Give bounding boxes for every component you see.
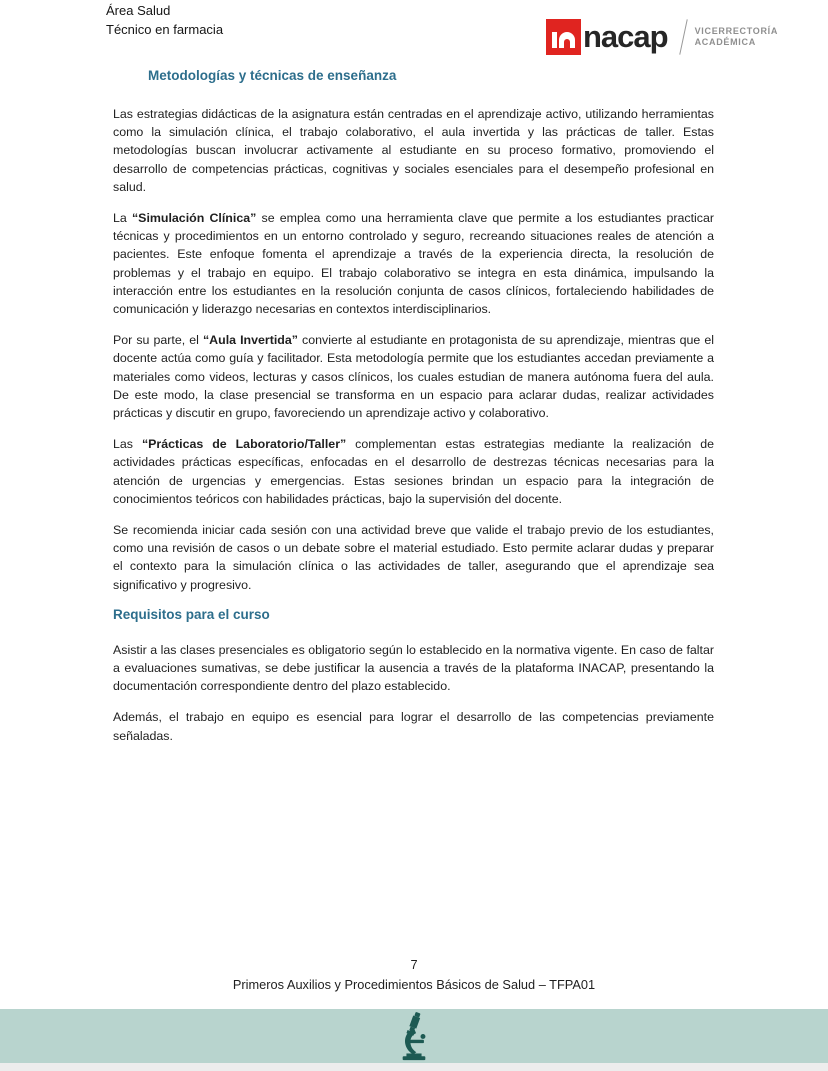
- logo-mark-arch: [559, 32, 575, 48]
- paragraph-attendance: Asistir a las clases presenciales es obligatorio según lo establecido en la normativa vigente. En caso de faltar a evaluaciones sumativas, se debe justificar la ausencia a través de la plataforma INACAP, presentando la documentación correspondiente dentro del plazo establecido.: [113, 642, 714, 694]
- document-body: [113, 68, 714, 758]
- section-heading-methodologies: Metodologías y técnicas de enseñanza: [148, 68, 397, 83]
- term-aula-invertida: “Aula Invertida”: [202, 333, 298, 348]
- paragraph-text: Por su parte, el: [113, 333, 203, 348]
- logo-unit-text: [695, 26, 778, 48]
- term-practicas-laboratorio: “Prácticas de Laboratorio/Taller”: [141, 437, 347, 452]
- paragraph-session-recommendation: Se recomienda iniciar cada sesión con una actividad breve que valide el trabajo previo de los estudiantes, como una revisión de casos o un debate sobre el material estudiado. Esto permite aclarar dudas y preparar el contexto para la simulación clínica o las actividades de taller, asegurando que el aprendizaje sea significativo y progresivo.: [113, 523, 714, 592]
- page-footer: [0, 955, 828, 995]
- paragraph-text: convierte al estudiante en protagonista de su aprendizaje, mientras que el docente actúa como guía y facilitador. Esta metodología permite que los estudiantes accedan previamente a materiales como videos, lecturas y casos clínicos, los cuales estudian de manera autónoma fuera del aula. De este modo, la clase presencial se transforma en un espacio para aclarar dudas, realizar actividades prácticas y discutir en grupo, favoreciendo un aprendizaje activo y colaborativo.: [113, 333, 715, 421]
- paragraph-strategies: Las estrategias didácticas de la asignatura están centradas en el aprendizaje activo, utilizando herramientas como la simulación clínica, el trabajo colaborativo, el aula invertida y las prácticas de taller. Estas metodologías buscan involucrar activamente al estudiante en su proceso formativo, promoviendo el desarrollo de competencias prácticas, cognitivas y sociales esenciales para el desempeño profesional en salud.: [113, 107, 714, 194]
- paragraph-text: La: [113, 211, 132, 226]
- page-number: 7: [410, 957, 418, 972]
- section-heading-requirements: Requisitos para el curso: [113, 606, 270, 622]
- footer-course-title: Primeros Auxilios y Procedimientos Básicos de Salud – TFPA01: [232, 977, 596, 992]
- paragraph-clinical-simulation: [113, 209, 714, 318]
- paragraph-text: Las: [113, 437, 142, 452]
- logo-mark-stem: [552, 32, 557, 48]
- paragraph-lab-practices: [113, 435, 714, 508]
- logo-divider: [679, 19, 687, 54]
- logo-unit-line1: VICERRECTORÍA: [694, 26, 779, 36]
- footer-bar: [0, 1009, 828, 1063]
- paragraph-text: complementan estas estrategias mediante la realización de actividades prácticas específicas, enfocadas en el desarrollo de destrezas técnicas necesarias para la atención de urgencias y emergencias. Estas sesiones brindan un espacio para la integración de conocimientos teóricos con habilidades prácticas, bajo la supervisión del docente.: [113, 437, 714, 506]
- area-label: Área Salud: [106, 3, 171, 18]
- paragraph-flipped-classroom: [113, 331, 714, 422]
- term-simulacion-clinica: “Simulación Clínica”: [131, 211, 257, 226]
- page-bottom-edge: [0, 1063, 828, 1071]
- paragraph-teamwork: Además, el trabajo en equipo es esencial para lograr el desarrollo de las competencias previamente señaladas.: [113, 710, 714, 743]
- microscope-icon: [397, 1011, 431, 1061]
- program-label: Técnico en farmacia: [106, 22, 224, 37]
- paragraph-text: se emplea como una herramienta clave que permite a los estudiantes practicar técnicas y procedimientos en un entorno controlado y seguro, recreando situaciones reales de atención a pacientes. Este enfoque fomenta el aprendizaje a través de la experiencia directa, la resolución de problemas y el trabajo en equipo. El trabajo colaborativo se integra en esta dinámica, impulsando la interacción entre los estudiantes en la resolución conjunta de casos clínicos, fortaleciendo habilidades de comunicación y liderazgo necesarias en contextos interdisciplinarios.: [113, 211, 714, 317]
- inacap-logo: [546, 19, 778, 55]
- inacap-logo-text: nacap: [583, 19, 668, 54]
- logo-unit-line2: ACADÉMICA: [694, 37, 756, 47]
- inacap-logo-icon: [546, 19, 581, 55]
- document-header: [106, 1, 223, 39]
